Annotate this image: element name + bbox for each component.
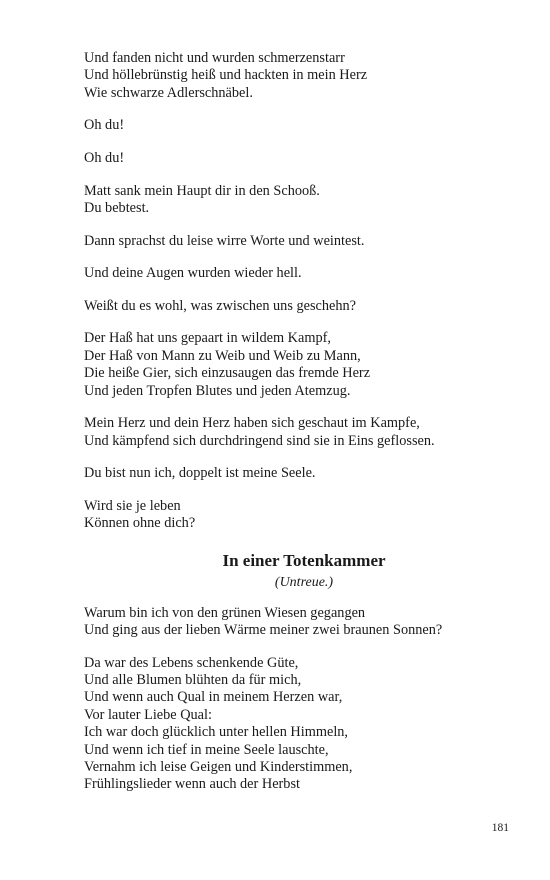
verse-line: Frühlingslieder wenn auch der Herbst <box>84 776 300 793</box>
verse-line: Wird sie je leben <box>84 497 181 514</box>
stanza <box>84 415 524 450</box>
verse-line: Der Haß von Mann zu Weib und Weib zu Mann, <box>84 347 361 364</box>
stanza <box>84 498 524 533</box>
verse-line: Wie schwarze Adlerschnäbel. <box>84 84 253 101</box>
stanza <box>84 465 524 482</box>
verse-line: Und deine Augen wurden wieder hell. <box>84 265 302 282</box>
stanza <box>84 183 524 218</box>
stanza <box>84 298 524 315</box>
verse-line: Ich war doch glücklich unter hellen Himmeln, <box>84 724 349 741</box>
verse-line: Matt sank mein Haupt dir in den Schooß. <box>84 182 320 199</box>
verse-line: Und kämpfend sich durchdringend sind sie in Eins geflossen. <box>84 432 435 449</box>
stanza <box>84 330 524 400</box>
stanza <box>84 655 524 794</box>
stanza <box>84 265 524 282</box>
verse-line: Und jeden Tropfen Blutes und jeden Atemzug. <box>84 382 351 399</box>
verse-line: Du bist nun ich, doppelt ist meine Seele. <box>84 465 316 482</box>
verse-line: Können ohne dich? <box>84 515 196 532</box>
poem-title: In einer Totenkammer <box>222 550 386 570</box>
verse-line: Die heiße Gier, sich einzusaugen das fremde Herz <box>84 365 371 382</box>
verse-line: Der Haß hat uns gepaart in wildem Kampf, <box>84 330 331 347</box>
verse-line: Warum bin ich von den grünen Wiesen gegangen <box>84 604 366 621</box>
stanza <box>84 605 524 640</box>
page-number: 181 <box>491 822 509 834</box>
verse-line: Vor lauter Liebe Qual: <box>84 706 212 723</box>
verse-line: Weißt du es wohl, was zwischen uns geschehn? <box>84 297 357 314</box>
verse-line: Und wenn auch Qual in meinem Herzen war, <box>84 689 343 706</box>
stanza <box>84 150 524 167</box>
stanza <box>84 50 524 102</box>
verse-line: Oh du! <box>84 150 125 166</box>
verse-line: Mein Herz und dein Herz haben sich geschaut im Kampfe, <box>84 415 420 432</box>
verse-line: Da war des Lebens schenkende Güte, <box>84 654 299 671</box>
page-text <box>84 50 524 809</box>
verse-line: Und fanden nicht und wurden schmerzenstarr <box>84 50 345 66</box>
verse-line: Und alle Blumen blühten da für mich, <box>84 672 302 688</box>
verse-line: Dann sprachst du leise wirre Worte und weintest. <box>84 232 365 249</box>
verse-line: Vernahm ich leise Geigen und Kinderstimmen, <box>84 759 353 776</box>
poem-body <box>84 605 524 794</box>
stanza <box>84 233 524 250</box>
verse-line: Und wenn ich tief in meine Seele lauschte, <box>84 741 329 758</box>
verse-line: Oh du! <box>84 117 125 134</box>
stanza <box>84 117 524 134</box>
verse-line: Du bebtest. <box>84 200 150 216</box>
poem-subtitle: (Untreue.) <box>274 574 334 590</box>
verse-line: Und ging aus der lieben Wärme meiner zwei braunen Sonnen? <box>84 622 443 638</box>
poem-continuation <box>84 50 524 533</box>
verse-line: Und höllebrünstig heiß und hackten in mein Herz <box>84 67 368 84</box>
